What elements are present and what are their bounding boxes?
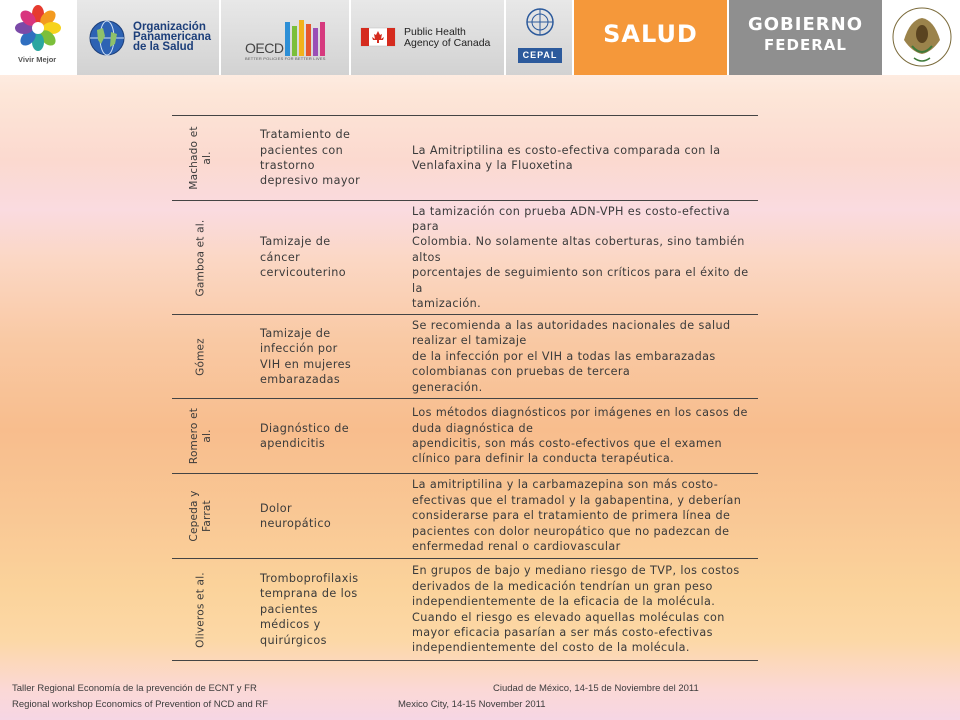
finding-cell: En grupos de bajo y mediano riesgo de TVP, los costos derivados de la medicación tendrían un gran peso independientemente de la eficacia de la molécula. Cuando el riesgo es elevado aquellas moléculas con mayor eficacia pasarían a ser más costo-efectivas independientemente del costo de la molécula.: [384, 559, 758, 661]
oecd-logo: [221, 0, 351, 75]
globe-icon: [81, 0, 131, 75]
table-row: [172, 559, 758, 661]
topic-cell: Dolor neuropático: [230, 474, 384, 559]
phac-logo: [351, 0, 506, 75]
author-cell: [172, 116, 230, 201]
footer-workshop-es: Taller Regional Economía de la prevención de ECNT y FR: [12, 683, 257, 694]
cepal-logo: [506, 0, 574, 75]
table-row: [172, 399, 758, 474]
cepal-wordmark: CEPAL: [518, 48, 562, 63]
finding-cell: La tamización con prueba ADN-VPH es costo-efectiva para Colombia. No solamente altas coberturas, sino también altos porcentajes de seguimiento son críticos para el éxito de la tamización.: [384, 201, 758, 315]
author-label: Oliveros et al.: [194, 571, 207, 648]
mexico-seal: [884, 0, 960, 75]
topic-cell: Tratamiento de pacientes con trastorno depresivo mayor: [230, 116, 384, 201]
finding-cell: Los métodos diagnósticos por imágenes en los casos de duda diagnóstica de apendicitis, son más costo-efectivos que el examen clínico para definir la conducta terapéutica.: [384, 399, 758, 474]
gobierno-federal-logo: [729, 0, 884, 75]
vivir-mejor-text: Vivir Mejor: [18, 55, 57, 64]
author-label: Gómez: [194, 337, 207, 376]
oecd-wordmark: OECD: [245, 40, 284, 56]
table-row: [172, 201, 758, 315]
topic-cell: Diagnóstico de apendicitis: [230, 399, 384, 474]
topic-cell: Tromboprofilaxis temprana de los pacientes médicos y quirúrgicos: [230, 559, 384, 661]
cost-effectiveness-table: [172, 115, 758, 661]
table-row: [172, 474, 758, 559]
footer-date-es: Ciudad de México, 14-15 de Noviembre del 2011: [493, 683, 699, 694]
table-row: [172, 315, 758, 399]
finding-cell: Se recomienda a las autoridades nacionales de salud realizar el tamizaje de la infección por el VIH a todas las embarazadas colombianas con pruebas de tercera generación.: [384, 315, 758, 399]
salud-logo: [574, 0, 729, 75]
canada-flag-icon: [359, 0, 407, 75]
finding-cell: La Amitriptilina es costo-efectiva comparada con la Venlafaxina y la Fluoxetina: [384, 116, 758, 201]
author-cell: [172, 201, 230, 315]
author-label: Cepeda y Farrat: [188, 490, 213, 542]
un-emblem-icon: [506, 0, 574, 48]
finding-cell: La amitriptilina y la carbamazepina son más costo- efectivas que el tramadol y la gabapentina, y deberían considerarse para el tratamiento de primera línea de pacientes con dolor neuropático que no padezcan de enfermedad renal o cardiovascular: [384, 474, 758, 559]
table-row: [172, 116, 758, 201]
oecd-tagline: BETTER POLICIES FOR BETTER LIVES: [245, 56, 326, 61]
footer-workshop-en: Regional workshop Economics of Prevention of NCD and RF: [12, 699, 269, 710]
author-label: Machado et al.: [188, 126, 213, 190]
oecd-stripes-icon: [221, 0, 351, 75]
salud-wordmark: SALUD: [603, 20, 698, 48]
footer: [12, 681, 952, 713]
opas-name: Organización Panamericana de la Salud: [133, 21, 211, 53]
logo-header: [0, 0, 960, 75]
topic-cell: Tamizaje de cáncer cervicouterino: [230, 201, 384, 315]
author-cell: [172, 559, 230, 661]
topic-cell: Tamizaje de infección por VIH en mujeres embarazadas: [230, 315, 384, 399]
gobierno-federal-wordmark: GOBIERNO FEDERAL: [747, 14, 863, 54]
vivir-mejor-logo: [0, 0, 77, 75]
author-cell: [172, 474, 230, 559]
author-label: Gamboa et al.: [194, 219, 207, 296]
footer-date-en: Mexico City, 14-15 November 2011: [398, 699, 546, 710]
opas-logo: [77, 0, 221, 75]
author-cell: [172, 399, 230, 474]
author-cell: [172, 315, 230, 399]
mexico-eagle-seal-icon: [884, 0, 960, 75]
author-label: Romero et al.: [188, 407, 213, 465]
phac-name: Public Health Agency of Canada: [404, 26, 491, 49]
